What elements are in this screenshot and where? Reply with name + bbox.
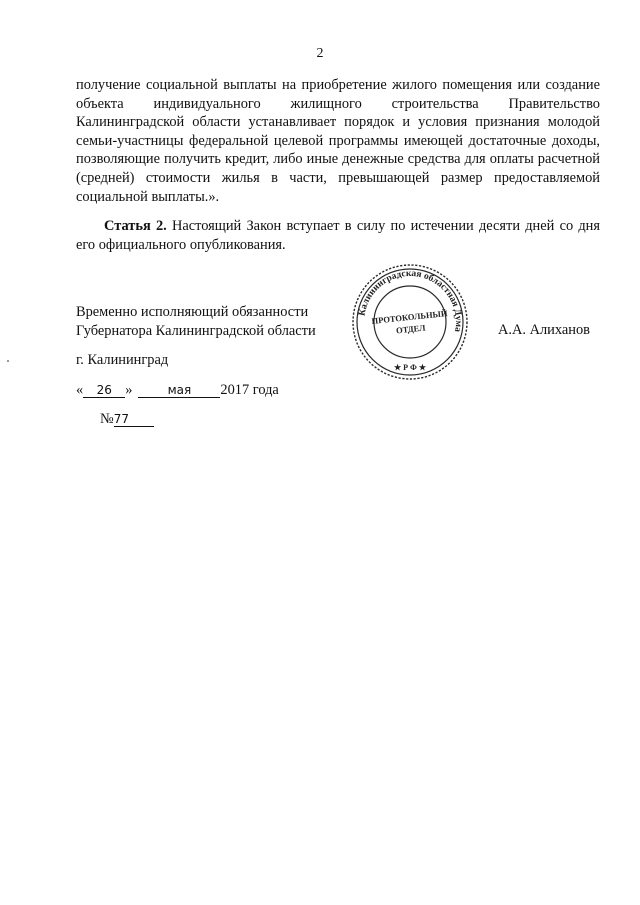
law-number-label: № — [100, 411, 114, 427]
stamp-bottom-text: ★ Р Ф ★ — [393, 363, 427, 372]
page-number: 2 — [316, 46, 324, 61]
official-stamp — [350, 262, 470, 382]
stamp-ring-text: Калининградская областная Дума — [357, 268, 464, 333]
article-text: Настоящий Закон вступает в силу по истечении десяти дней со дня его официального опубликования. — [76, 218, 601, 253]
article-label: Статья 2. — [104, 218, 167, 234]
date-day: 26 — [83, 384, 125, 398]
margin-mark — [7, 360, 9, 362]
body-paragraph: получение социальной выплаты на приобретение жилого помещения или создание объекта индивидуального жилищного строительства Правительство Калининградской области устанавливает порядок и условия признания молодой семьи-участницы федеральной целевой программы имеющей достаточные доходы, позволяющие получить кредит, либо иные денежные средства для оплаты расчетной (средней) стоимости жилья в части, превышающей размер предоставляемой социальной выплаты.». — [76, 77, 600, 205]
signer-title-line2: Губернатора Калининградской области — [76, 322, 316, 339]
date-close-quote: » — [125, 382, 133, 398]
signing-date — [76, 382, 279, 399]
law-number-value: 77 — [114, 413, 154, 427]
law-number — [100, 411, 154, 428]
stamp-inner-line1: ПРОТОКОЛЬНЫЙ — [371, 308, 448, 326]
date-month: мая — [138, 384, 220, 398]
signer-title — [76, 303, 316, 340]
signer-title-line1: Временно исполняющий обязанности — [76, 304, 309, 320]
stamp-inner-line2: ОТДЕЛ — [395, 322, 426, 336]
signer-name: А.А. Алиханов — [498, 322, 590, 338]
date-open-quote: « — [76, 382, 84, 398]
city: г. Калининград — [76, 352, 169, 368]
article-2 — [76, 217, 600, 254]
date-year: 2017 года — [220, 382, 279, 398]
